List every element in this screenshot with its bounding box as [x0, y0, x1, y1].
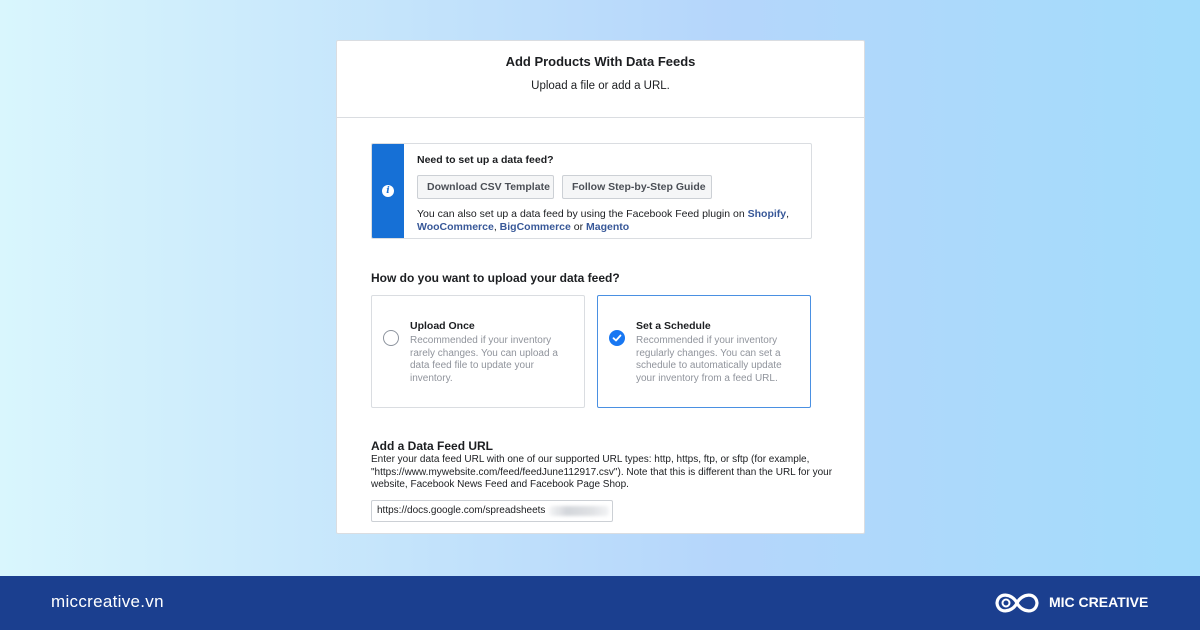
set-schedule-title: Set a Schedule — [636, 320, 711, 332]
info-sep-3: or — [570, 221, 587, 233]
info-sep-2: , — [493, 221, 500, 233]
footer-website: miccreative.vn — [51, 592, 164, 611]
info-icon: i — [382, 185, 394, 197]
infinity-knot-logo — [992, 588, 1042, 618]
feed-url-heading: Add a Data Feed URL — [371, 439, 494, 453]
info-text-prefix: You can also set up a data feed by using the Facebook Feed plugin on — [417, 208, 748, 220]
download-csv-template-button[interactable]: Download CSV Template — [417, 175, 554, 199]
dialog-subtitle: Upload a file or add a URL. — [531, 80, 670, 92]
footer-brand-name: MIC CREATIVE — [1049, 594, 1149, 610]
info-stripe — [372, 144, 404, 238]
radio-empty-icon[interactable] — [383, 330, 399, 346]
check-circle-icon[interactable] — [609, 330, 625, 346]
info-heading: Need to set up a data feed? — [417, 154, 554, 166]
woocommerce-link[interactable]: WooCommerce — [417, 221, 494, 233]
footer-bar — [0, 576, 1200, 630]
step-by-step-guide-button[interactable]: Follow Step-by-Step Guide — [562, 175, 712, 199]
shopify-link[interactable]: Shopify — [747, 208, 787, 220]
data-feed-dialog — [336, 40, 865, 534]
info-banner — [371, 143, 812, 239]
redacted-url-blur — [549, 506, 609, 516]
feed-url-description: Enter your data feed URL with one of our supported URL types: http, https, ftp, or sftp (for example, "https://www.mywebsite.com/feed/feedJune112917.csv"). Note that this is different than the URL for your website, Facebook News Feed and Facebook Page Shop. — [371, 454, 833, 490]
feed-url-input[interactable] — [371, 500, 613, 522]
upload-once-description: Recommended if your inventory rarely changes. You can upload a data feed file to update your inventory. — [410, 335, 558, 384]
info-plugin-text — [417, 208, 802, 234]
set-schedule-description: Recommended if your inventory regularly changes. You can set a schedule to automatically update your inventory from a feed URL. — [636, 335, 782, 384]
dialog-title: Add Products With Data Feeds — [505, 54, 696, 69]
bigcommerce-link[interactable]: BigCommerce — [499, 221, 571, 233]
upload-once-title: Upload Once — [410, 320, 475, 332]
upload-once-option[interactable] — [371, 295, 585, 408]
magento-link[interactable]: Magento — [586, 221, 630, 233]
dialog-header — [337, 41, 864, 118]
upload-method-question: How do you want to upload your data feed? — [371, 271, 620, 285]
feed-url-value: https://docs.google.com/spreadsheets — [377, 505, 546, 516]
set-schedule-option[interactable] — [597, 295, 811, 408]
info-sep-1: , — [786, 208, 790, 220]
